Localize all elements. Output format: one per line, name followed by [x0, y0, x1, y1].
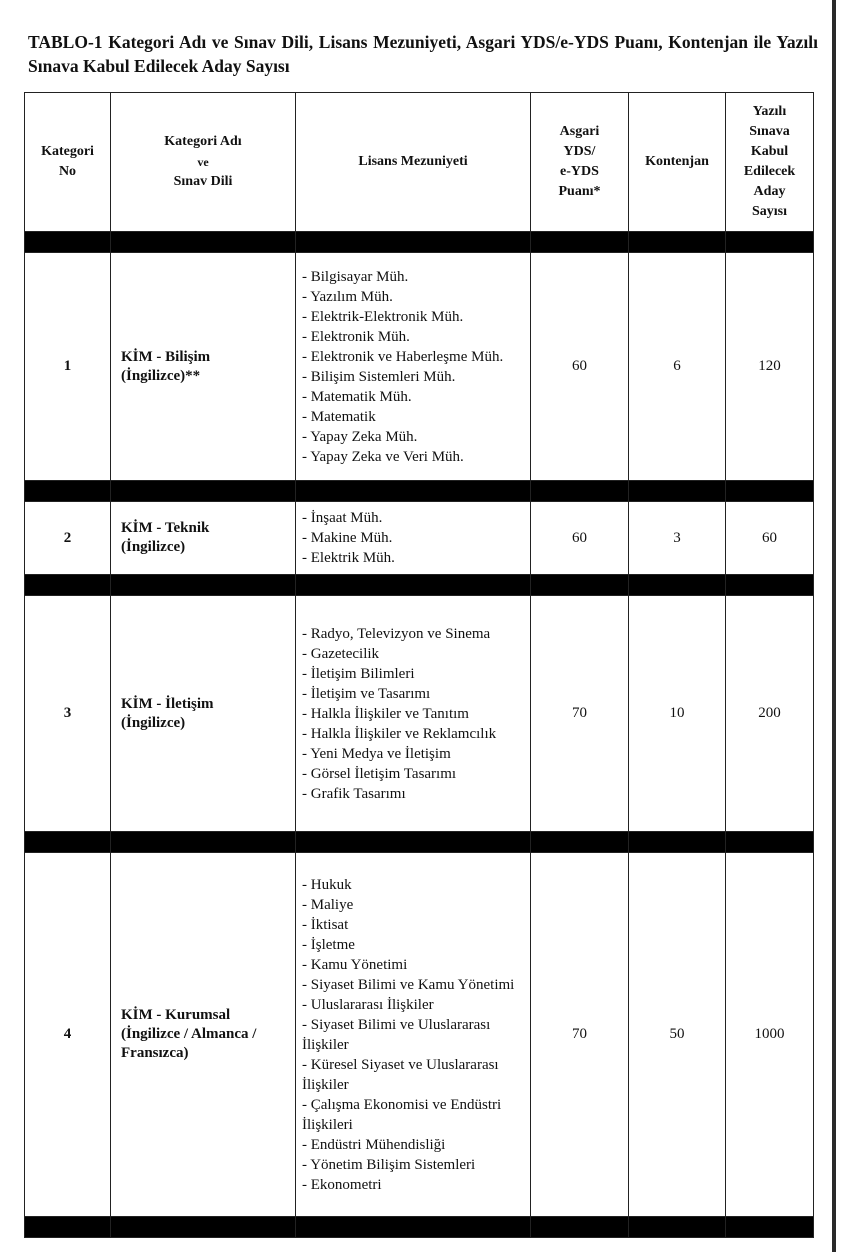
separator-row: [25, 1217, 814, 1238]
header-candidates: Yazılı Sınava Kabul Edilecek Aday Sayısı: [726, 93, 814, 232]
degree-list: [296, 253, 531, 481]
degree-list: [296, 853, 531, 1217]
table-row: [25, 253, 814, 481]
list-item: - İktisat: [302, 916, 349, 933]
table-row: [25, 853, 814, 1217]
table-title: TABLO-1 Kategori Adı ve Sınav Dili, Lisans Mezuniyeti, Asgari YDS/e-YDS Puanı, Kontenjan ile Yazılı Sınava Kabul Edilecek Aday Sayısı: [28, 32, 818, 76]
separator-row: [25, 232, 814, 253]
list-item: - Küresel Siyaset ve Uluslararası İlişkiler: [302, 1056, 499, 1093]
categories-table: [24, 92, 814, 1238]
min-score: 60: [531, 253, 629, 481]
min-score: 70: [531, 853, 629, 1217]
list-item: - Yapay Zeka Müh.: [302, 428, 418, 445]
category-name: KİM - Teknik (İngilizce): [111, 502, 296, 575]
list-item: - İletişim ve Tasarımı: [302, 685, 431, 702]
list-item: - Elektrik-Elektronik Müh.: [302, 308, 464, 325]
list-item: - Elektrik Müh.: [302, 550, 395, 566]
header-row: [25, 93, 814, 232]
list-item: - Grafik Tasarımı: [302, 785, 406, 802]
list-item: - Siyaset Bilimi ve Uluslararası İlişkiler: [302, 1016, 491, 1053]
degree-list: [296, 596, 531, 832]
candidate-count: 60: [726, 502, 814, 575]
list-item: - Bilişim Sistemleri Müh.: [302, 368, 456, 385]
separator-row: [25, 832, 814, 853]
list-item: - Gazetecilik: [302, 645, 380, 662]
candidate-count: 1000: [726, 853, 814, 1217]
list-item: - Matematik: [302, 408, 376, 425]
page-edge-bar: [832, 0, 836, 1252]
list-item: - Yazılım Müh.: [302, 288, 393, 305]
header-category-name: Kategori Adı ve Sınav Dili: [111, 93, 296, 232]
list-item: - Uluslararası İlişkiler: [302, 996, 434, 1013]
degree-list: [296, 502, 531, 575]
list-item: - Endüstri Mühendisliği: [302, 1136, 446, 1153]
table-row: [25, 596, 814, 832]
min-score: 60: [531, 502, 629, 575]
list-item: - Elektronik Müh.: [302, 328, 410, 345]
list-item: - Halkla İlişkiler ve Tanıtım: [302, 705, 469, 722]
category-no: 1: [25, 253, 111, 481]
quota: 3: [629, 502, 726, 575]
list-item: - Ekonometri: [302, 1176, 382, 1193]
category-no: 2: [25, 502, 111, 575]
list-item: - Bilgisayar Müh.: [302, 268, 409, 285]
quota: 6: [629, 253, 726, 481]
quota: 10: [629, 596, 726, 832]
header-degree: Lisans Mezuniyeti: [296, 93, 531, 232]
list-item: - İşletme: [302, 936, 355, 953]
list-item: - Elektronik ve Haberleşme Müh.: [302, 348, 504, 365]
list-item: - Yeni Medya ve İletişim: [302, 745, 451, 762]
list-item: - Makine Müh.: [302, 530, 393, 546]
category-name: KİM - Kurumsal (İngilizce / Almanca / Fransızca): [111, 853, 296, 1217]
list-item: - Maliye: [302, 896, 354, 913]
list-item: - Matematik Müh.: [302, 388, 412, 405]
candidate-count: 200: [726, 596, 814, 832]
table-row: [25, 502, 814, 575]
list-item: - Yapay Zeka ve Veri Müh.: [302, 448, 464, 465]
list-item: - Çalışma Ekonomisi ve Endüstri İlişkileri: [302, 1096, 502, 1133]
separator-row: [25, 575, 814, 596]
list-item: - Yönetim Bilişim Sistemleri: [302, 1156, 476, 1173]
header-quota: Kontenjan: [629, 93, 726, 232]
list-item: - Görsel İletişim Tasarımı: [302, 765, 457, 782]
header-min-score: Asgari YDS/ e-YDS Puanı*: [531, 93, 629, 232]
candidate-count: 120: [726, 253, 814, 481]
category-name: KİM - İletişim (İngilizce): [111, 596, 296, 832]
list-item: - Halkla İlişkiler ve Reklamcılık: [302, 725, 497, 742]
quota: 50: [629, 853, 726, 1217]
list-item: - İnşaat Müh.: [302, 510, 383, 526]
category-no: 3: [25, 596, 111, 832]
list-item: - İletişim Bilimleri: [302, 665, 415, 682]
separator-row: [25, 481, 814, 502]
list-item: - Siyaset Bilimi ve Kamu Yönetimi: [302, 976, 515, 993]
category-no: 4: [25, 853, 111, 1217]
list-item: - Radyo, Televizyon ve Sinema: [302, 625, 491, 642]
min-score: 70: [531, 596, 629, 832]
category-name: KİM - Bilişim (İngilizce)**: [111, 253, 296, 481]
header-category-no: Kategori No: [25, 93, 111, 232]
list-item: - Kamu Yönetimi: [302, 956, 408, 973]
list-item: - Hukuk: [302, 876, 352, 893]
